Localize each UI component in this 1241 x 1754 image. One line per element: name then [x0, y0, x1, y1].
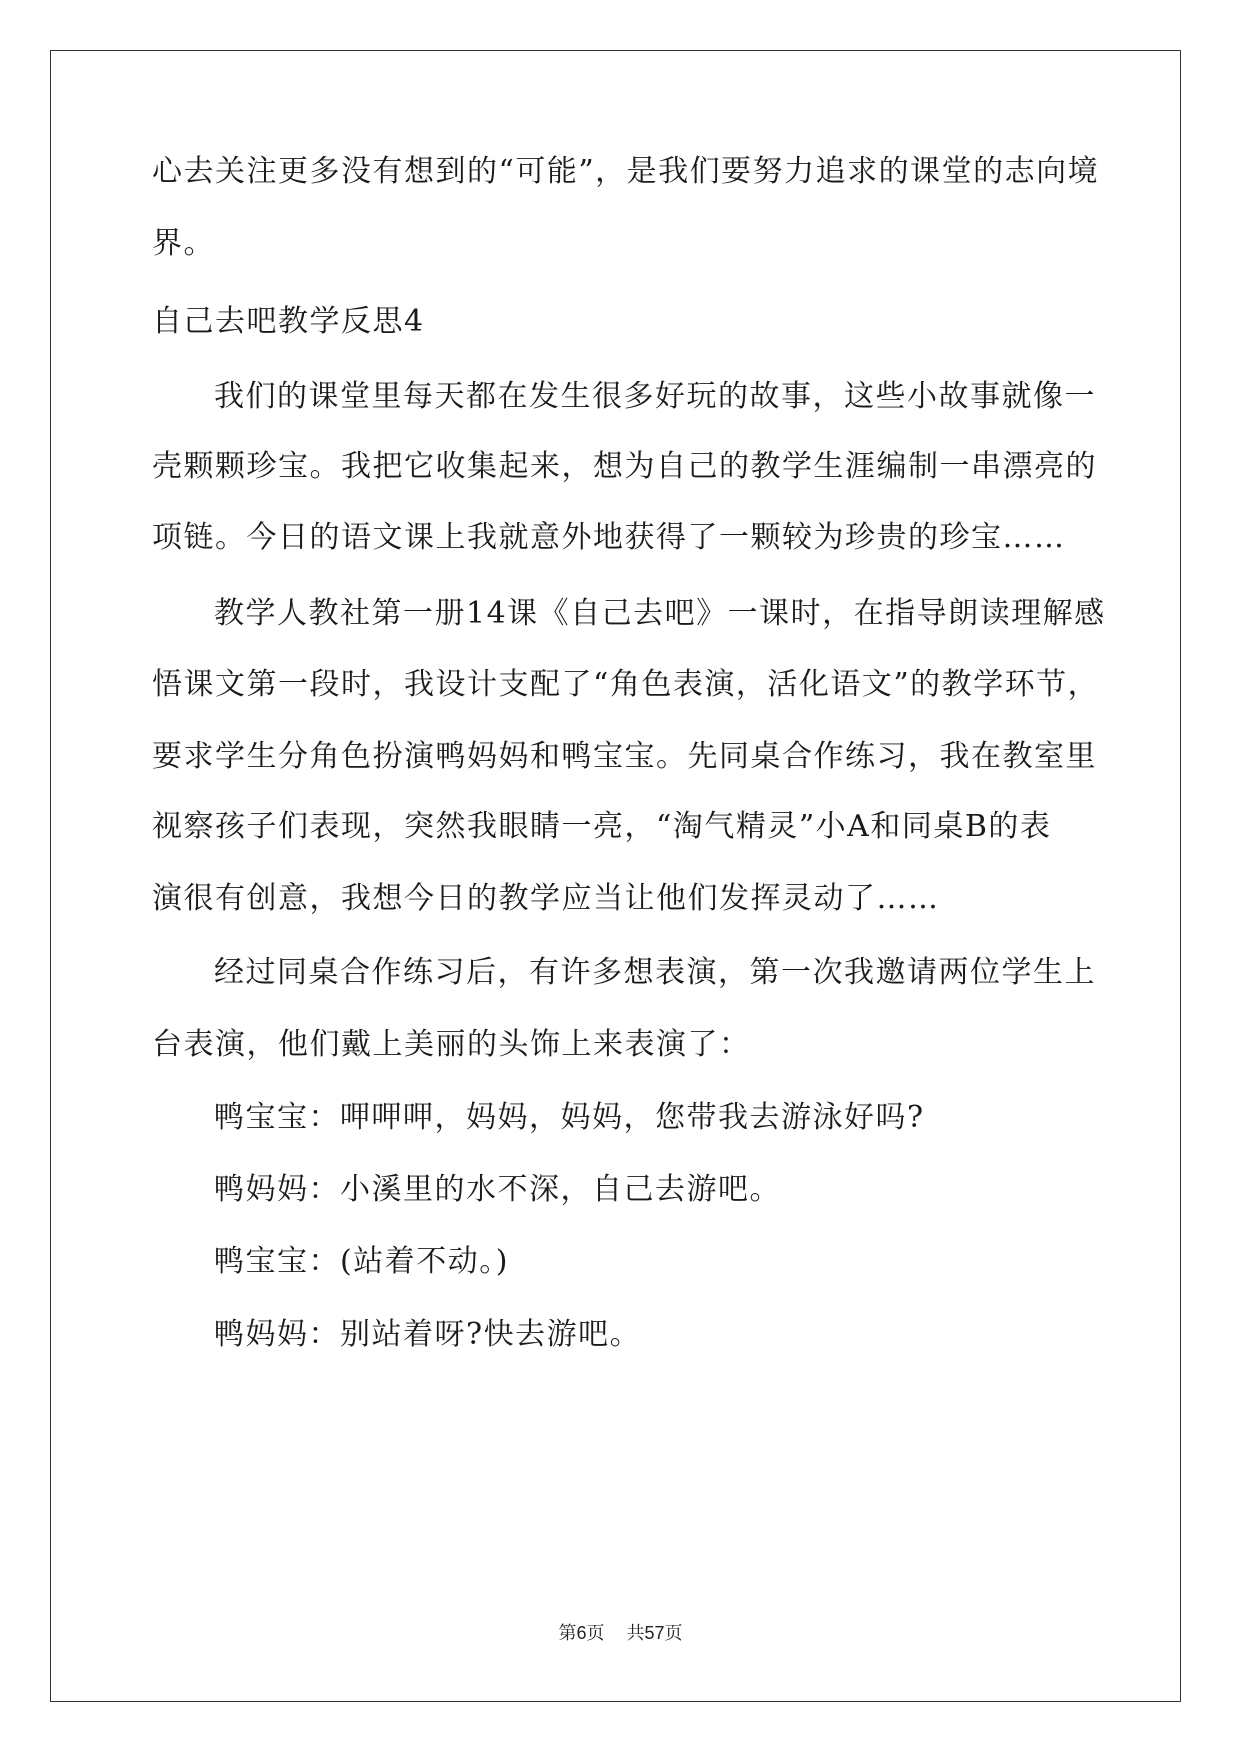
dialogue-line: 鸭妈妈：小溪里的水不深，自己去游吧。	[214, 1172, 781, 1207]
text-line: 壳颗颗珍宝。我把它收集起来，想为自己的教学生涯编制一串漂亮的	[152, 449, 1097, 484]
text-line: 心去关注更多没有想到的“可能”，是我们要努力追求的课堂的志向境	[152, 154, 1100, 189]
paragraph-first-line: 我们的课堂里每天都在发生很多好玩的故事，这些小故事就像一	[214, 379, 1096, 414]
text-line: 项链。今日的语文课上我就意外地获得了一颗较为珍贵的珍宝……	[152, 520, 1066, 555]
page-label-prefix: 第	[558, 1623, 577, 1644]
text-line: 要求学生分角色扮演鸭妈妈和鸭宝宝。先同桌合作练习，我在教室里	[152, 739, 1097, 774]
page-number: 6	[576, 1623, 587, 1643]
page-border	[50, 50, 1181, 1702]
page-label-suffix: 页	[586, 1623, 605, 1644]
text-line: 视察孩子们表现，突然我眼睛一亮，“淘气精灵”小A和同桌B的表	[152, 809, 1052, 844]
section-heading: 自己去吧教学反思4	[152, 304, 425, 339]
dialogue-line: 鸭宝宝：(站着不动。)	[214, 1244, 509, 1279]
paragraph-first-line: 教学人教社第一册14课《自己去吧》一课时，在指导朗读理解感	[214, 596, 1106, 631]
paragraph-first-line: 经过同桌合作练习后，有许多想表演，第一次我邀请两位学生上	[214, 955, 1096, 990]
page-footer	[0, 1622, 1241, 1645]
total-label-suffix: 页	[664, 1623, 683, 1644]
dialogue-line: 鸭妈妈：别站着呀?快去游吧。	[214, 1317, 642, 1352]
total-pages: 57	[644, 1623, 665, 1643]
dialogue-line: 鸭宝宝：呷呷呷，妈妈，妈妈，您带我去游泳好吗?	[214, 1100, 925, 1135]
text-line: 界。	[152, 226, 215, 261]
text-line: 悟课文第一段时，我设计支配了“角色表演，活化语文”的教学环节，	[152, 667, 1100, 702]
text-line: 台表演，他们戴上美丽的头饰上来表演了：	[152, 1027, 751, 1062]
total-label-prefix: 共	[626, 1623, 645, 1644]
text-line: 演很有创意，我想今日的教学应当让他们发挥灵动了……	[152, 881, 940, 916]
